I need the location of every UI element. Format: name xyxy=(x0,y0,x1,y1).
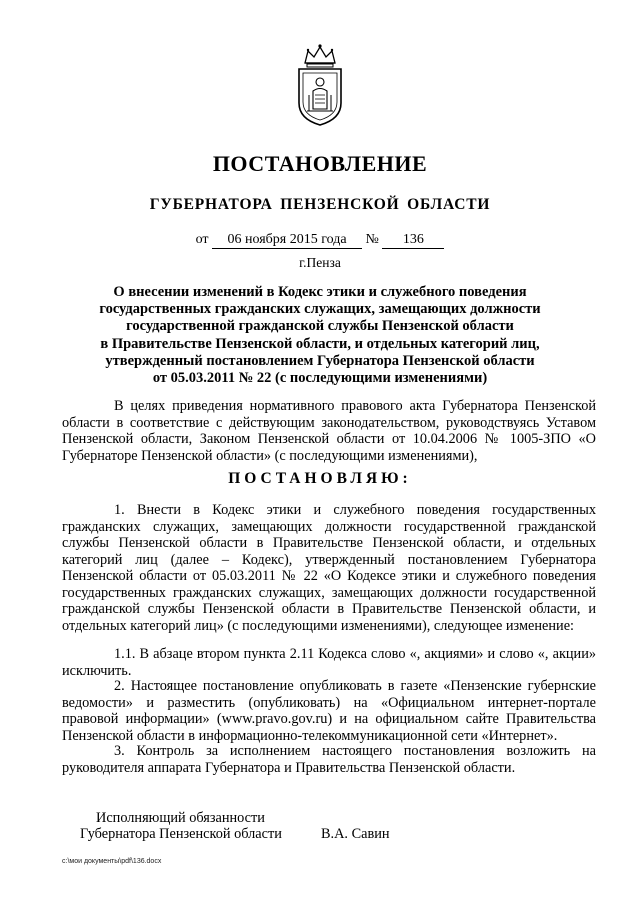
document-date: 06 ноября 2015 года xyxy=(212,232,362,249)
item-1-paragraph: 1. Внести в Кодекс этики и служебного поведения государственных гражданских служащих, замещающих должности государственной гражданской службы Пензенской области в Правительстве Пензенской области, и отдельных категорий лиц (далее – Кодекс), утвержденный постановлением Губернатора Пензенской области от 05.03.2011 № 22 «О Кодексе этики и служебного поведения государственных гражданских служащих, замещающих должности государственной гражданской службы Пензенской области в Правительстве Пензенской области, и отдельных категорий лиц» (с последующими изменениями), следующее изменение: xyxy=(62,502,596,634)
document-title: ПОСТАНОВЛЕНИЕ xyxy=(212,151,428,176)
heading-line: в Правительстве Пензенской области, и отдельных категорий лиц, xyxy=(100,335,540,352)
signatory-role-line2: Губернатора Пензенской области xyxy=(80,826,282,842)
heading-line: О внесении изменений в Кодекс этики и служебного поведения xyxy=(113,284,527,300)
date-number-line xyxy=(0,232,640,249)
coat-of-arms-icon xyxy=(293,43,347,127)
heading-line: государственной гражданской службы Пензенской области xyxy=(126,318,514,335)
footer-file-path: c:\мои документы\pdf\136.docx xyxy=(62,858,162,865)
heading-line: утвержденный постановлением Губернатора Пензенской области xyxy=(105,352,535,369)
heading-line: от 05.03.2011 № 22 (с последующими изменениями) xyxy=(152,370,488,387)
item-2-paragraph: 2. Настоящее постановление опубликовать в газете «Пензенские губернские ведомости» и разместить (опубликовать) на «Официальном интернет-портале правовой информации» (www.pravo.gov.ru) и на официальном сайте Правительства Пензенской области в информационно-телекоммуникационной сети «Интернет». xyxy=(62,678,596,744)
number-prefix: № xyxy=(365,232,379,247)
date-prefix: от xyxy=(195,232,209,247)
item-3-paragraph: 3. Контроль за исполнением настоящего постановления возложить на руководителя аппарата Губернатора и Правительства Пензенской области. xyxy=(62,743,596,776)
signatory-role-line1: Исполняющий обязанности xyxy=(96,810,265,826)
document-subtitle: ГУБЕРНАТОРА ПЕНЗЕНСКОЙ ОБЛАСТИ xyxy=(149,196,491,213)
document-heading xyxy=(70,284,570,387)
signatory-name: В.А. Савин xyxy=(321,826,390,842)
city-label: г.Пенза xyxy=(299,255,341,270)
decree-heading: ПОСТАНОВЛЯЮ: xyxy=(228,470,412,487)
heading-line: государственных гражданских служащих, замещающих должности xyxy=(99,301,541,318)
intro-paragraph: В целях приведения нормативного правового акта Губернатора Пензенской области в соответствие с действующим законодательством, руководствуясь Уставом Пензенской области, Законом Пензенской области от 10.04.2006 № 1005-ЗПО «О Губернаторе Пензенской области» (с последующими изменениями), xyxy=(62,398,596,464)
document-number: 136 xyxy=(382,232,444,249)
item-1-1-paragraph: 1.1. В абзаце втором пункта 2.11 Кодекса слово «, акциями» и слово «, акции» исключить. xyxy=(62,646,596,679)
